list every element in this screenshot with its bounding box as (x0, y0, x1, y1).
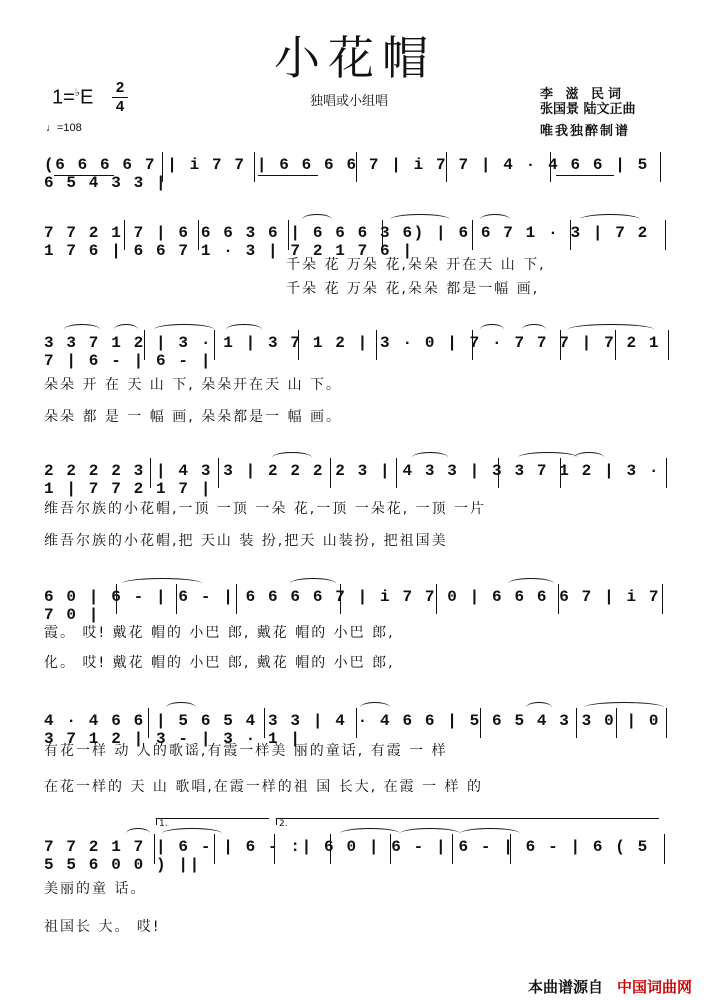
performance-style: 独唱或小组唱 (310, 94, 389, 109)
barline (254, 152, 255, 182)
barline (144, 330, 145, 360)
barline (116, 584, 117, 614)
time-bottom: 4 (115, 98, 125, 115)
lyrics-verse-2: 化。 哎! 戴花 帽的 小巴 郎, 戴花 帽的 小巴 郎, (44, 655, 395, 671)
barline (480, 708, 481, 738)
barline (198, 220, 199, 250)
barline (668, 330, 669, 360)
composer-credit: 张国景 陆文正曲 (540, 102, 636, 117)
barline (150, 458, 151, 488)
barline (660, 152, 661, 182)
slur (166, 702, 196, 713)
slur (290, 578, 336, 589)
notation: 3 3 7 1 2 | 3 · 1 | 3 7 1 2 | 3 · 0 | 7 · 7 7 7 | 7 2 1 7 | 6 - | 6 - | (44, 334, 661, 370)
slur (480, 324, 504, 335)
time-top: 2 (115, 79, 125, 96)
arranger-credit: 唯我独醉制谱 (540, 124, 631, 139)
score-line-6 (0, 708, 710, 795)
slur (400, 828, 460, 839)
key-signature (52, 86, 93, 110)
barline (274, 834, 275, 864)
barline (236, 584, 237, 614)
slur (360, 702, 390, 713)
barline (340, 584, 341, 614)
score-line-7 (0, 819, 710, 935)
barline (356, 152, 357, 182)
lyrics-verse-2: 维吾尔族的小花帽,把 天山 装 扮,把天 山装扮, 把祖国美 (44, 533, 448, 549)
lyricist-credit: 李 滋 民词 (540, 87, 626, 102)
notation: 4 · 4 6 6 | 5 6 5 4 3 3 | 4 · 4 6 6 | 5 6 5 4 3 3 0 | 0 3 7 1 2 | 3 - | 3 · 1 | (44, 712, 661, 748)
slur (522, 324, 546, 335)
slur (480, 214, 510, 225)
slur (584, 702, 664, 713)
slur (64, 324, 100, 335)
first-ending: 1. (156, 818, 269, 825)
lyrics-verse-2: 朵朵 都 是 一 幅 画, 朵朵都是一 幅 画。 (44, 409, 343, 425)
notation: 7 7 2 1 7 | 6 - | 6 - :| 6 0 | 6 - | 6 - | 6 - | 6 ( 5 5 5 6 0 0 ) || (44, 838, 649, 874)
barline (472, 220, 473, 250)
slur (568, 324, 654, 335)
lyrics-verse-1: 朵朵 开 在 天 山 下, 朵朵开在天 山 下。 (44, 377, 343, 393)
lyrics-verse-2: 在花一样的 天 山 歌唱,在霞一样的祖 国 长大, 在霞 一 样 的 (44, 779, 483, 795)
score-line-2 (0, 220, 710, 297)
lyrics-verse-1: 有花一样 动 人的歌谣,有霞一样美 丽的童话, 有霞 一 样 (44, 743, 448, 759)
lyrics-verse-2: 祖国长 大。 哎! (44, 919, 161, 935)
score-line-3 (0, 330, 710, 425)
barline (666, 708, 667, 738)
barline (330, 458, 331, 488)
barline (298, 330, 299, 360)
score-line-1 (0, 152, 710, 192)
key-note: E (80, 86, 94, 109)
barline (570, 220, 571, 250)
slur (122, 578, 202, 589)
time-signature (112, 80, 128, 115)
barline (446, 152, 447, 182)
barline (664, 834, 665, 864)
lyrics-verse-1: 霞。 哎! 戴花 帽的 小巴 郎, 戴花 帽的 小巴 郎, (44, 625, 395, 641)
slur (126, 828, 150, 839)
slur (340, 828, 400, 839)
lyrics-verse-1: 千朵 花 万朵 花,朵朵 开在天 山 下, (286, 257, 546, 273)
barline (264, 708, 265, 738)
barline (356, 708, 357, 738)
barline (124, 220, 125, 250)
beam (54, 175, 114, 176)
score-line-4 (0, 458, 710, 549)
site-link[interactable]: 中国词曲网 (616, 978, 692, 996)
barline (498, 458, 499, 488)
slur (460, 828, 520, 839)
lyrics-verse-2: 千朵 花 万朵 花,朵朵 都是一幅 画, (286, 281, 540, 297)
score-line-5 (0, 584, 710, 671)
barline (330, 834, 331, 864)
slur (114, 324, 138, 335)
slur (272, 452, 312, 463)
slur (390, 214, 450, 225)
lyrics-verse-1: 美丽的童 话。 (44, 881, 147, 897)
slur (580, 214, 640, 225)
barline (162, 152, 163, 182)
barline (662, 584, 663, 614)
slur (162, 828, 222, 839)
barline (396, 458, 397, 488)
barline (382, 220, 383, 250)
beam (258, 175, 318, 176)
slur (154, 324, 214, 335)
barline (558, 584, 559, 614)
lyrics-verse-1: 维吾尔族的小花帽,一顶 一顶 一朵 花,一顶 一朵花, 一顶 一片 (44, 501, 487, 517)
slur (226, 324, 262, 335)
barline (666, 458, 667, 488)
key-prefix: 1= (52, 86, 75, 109)
barline (665, 220, 666, 250)
slur (302, 214, 332, 225)
slur (574, 452, 604, 463)
barline (148, 708, 149, 738)
slur (518, 452, 578, 463)
song-title: 小花帽 (274, 31, 436, 85)
barline (550, 152, 551, 182)
beam (556, 175, 614, 176)
source-label: 本曲谱源自 (527, 978, 603, 996)
barline (436, 584, 437, 614)
barline (472, 330, 473, 360)
notation: (6 6 6 6 7 | i 7 7 | 6 6 6 6 7 | i 7 7 | 4 · 4 6 6 | 5 6 5 4 3 3 | (44, 156, 649, 192)
tempo-mark: ♩=108 (46, 122, 82, 134)
barline (560, 330, 561, 360)
barline (376, 330, 377, 360)
notation: 6 0 | 6 - | 6 - | 6 6 6 6 7 | i 7 7 0 | 6 6 6 6 7 | i 7 7 0 | (44, 588, 661, 624)
flat-symbol: ♭ (74, 87, 81, 99)
barline (288, 220, 289, 250)
notation: 7 7 2 1 7 | 6 6 6 3 6 | 6 6 6 3 6) | 6 6 7 1 · 3 | 7 2 1 7 6 | 6 6 7 1 · 3 | 7 2 1 7 6 | (44, 224, 649, 260)
notation: 2 2 2 2 3 | 4 3 3 | 2 2 2 2 3 | 4 3 3 | 3 3 7 1 2 | 3 · 1 | 7 7 2 1 7 | (44, 462, 661, 498)
slur (526, 702, 552, 713)
slur (412, 452, 448, 463)
barline (154, 834, 155, 864)
barline (576, 708, 577, 738)
footer-credit (528, 976, 692, 997)
second-ending: 2. (276, 818, 659, 825)
barline (214, 330, 215, 360)
slur (508, 578, 554, 589)
barline (218, 458, 219, 488)
